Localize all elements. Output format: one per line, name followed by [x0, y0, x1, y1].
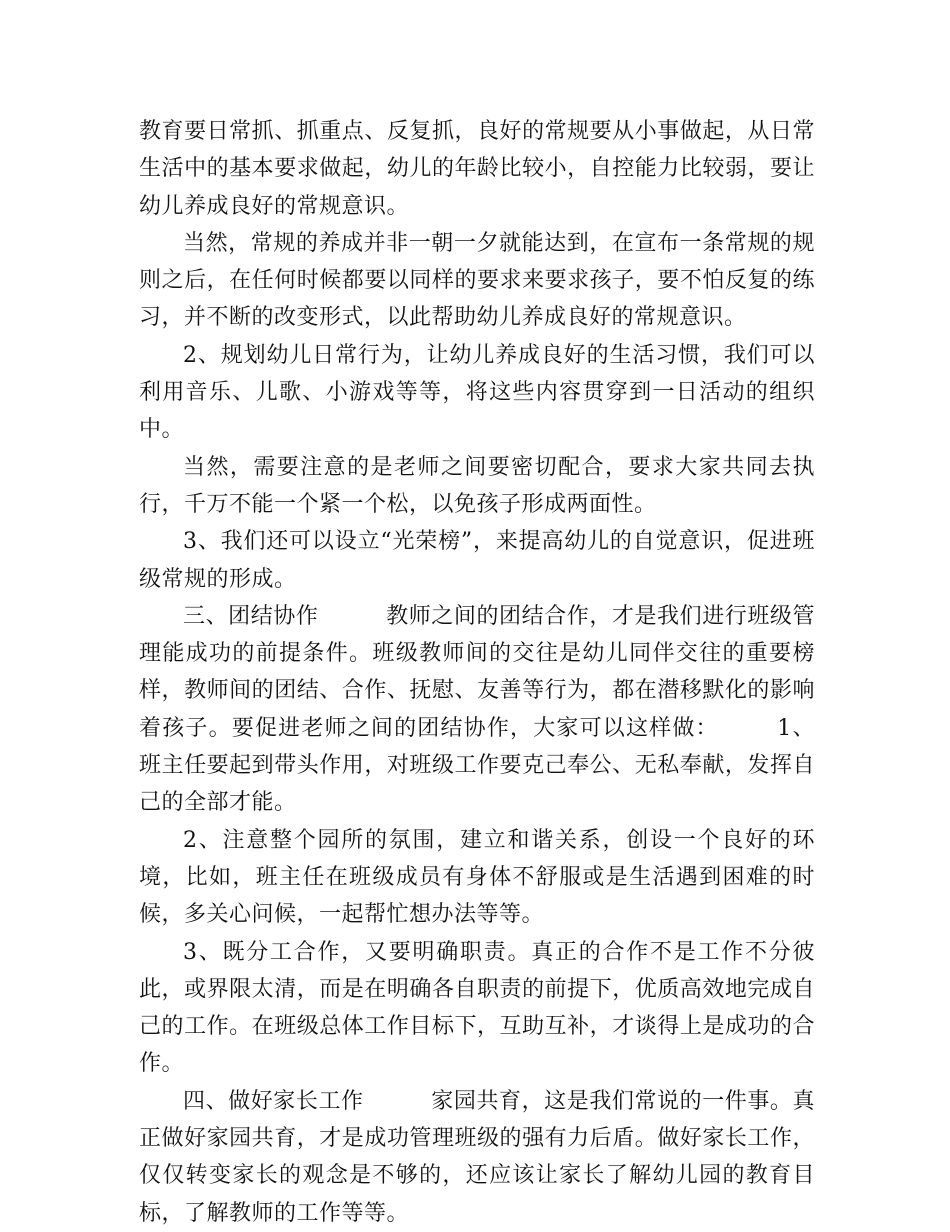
paragraph: 2、规划幼儿日常行为，让幼儿养成良好的生活习惯，我们可以利用音乐、儿歌、小游戏等等，将这些内容贯穿到一日活动的组织中。 — [139, 342, 815, 443]
document-body — [139, 113, 815, 1232]
paragraph: 三、团结协作 教师之间的团结合作，才是我们进行班级管理能成功的前提条件。班级教师间的交往是幼儿同伴交往的重要榜样，教师间的团结、合作、抚慰、友善等行为，都在潜移默化的影响着孩子。要促进老师之间的团结协作，大家可以这样做： 1、班主任要起到带头作用，对班级工作要克己奉公、无私奉献，发挥自己的全部才能。 — [139, 603, 815, 816]
paragraph: 四、做好家长工作 家园共育，这是我们常说的一件事。真正做好家园共育，才是成功管理班级的强有力后盾。做好家长工作，仅仅转变家长的观念是不够的，还应该让家长了解幼儿园的教育目标，了解教师的工作等等。 — [139, 1088, 815, 1226]
paragraph: 3、我们还可以设立“光荣榜”，来提高幼儿的自觉意识，促进班级常规的形成。 — [139, 529, 815, 592]
paragraph: 3、既分工合作，又要明确职责。真正的合作不是工作不分彼此，或界限太清，而是在明确各自职责的前提下，优质高效地完成自己的工作。在班级总体工作目标下，互助互补，才谈得上是成功的合作。 — [139, 939, 815, 1077]
paragraph: 2、注意整个园所的氛围，建立和谐关系，创设一个良好的环境，比如，班主任在班级成员有身体不舒服或是生活遇到困难的时候，多关心问候，一起帮忙想办法等等。 — [139, 827, 815, 928]
paragraph: 当然，常规的养成并非一朝一夕就能达到，在宣布一条常规的规则之后，在任何时候都要以同样的要求来要求孩子，要不怕反复的练习，并不断的改变形式，以此帮助幼儿养成良好的常规意识。 — [139, 230, 815, 331]
paragraph: 教育要日常抓、抓重点、反复抓，良好的常规要从小事做起，从日常生活中的基本要求做起，幼儿的年龄比较小，自控能力比较弱，要让幼儿养成良好的常规意识。 — [139, 119, 815, 219]
paragraph: 当然，需要注意的是老师之间要密切配合，要求大家共同去执行，千万不能一个紧一个松，以免孩子形成两面性。 — [139, 454, 815, 517]
